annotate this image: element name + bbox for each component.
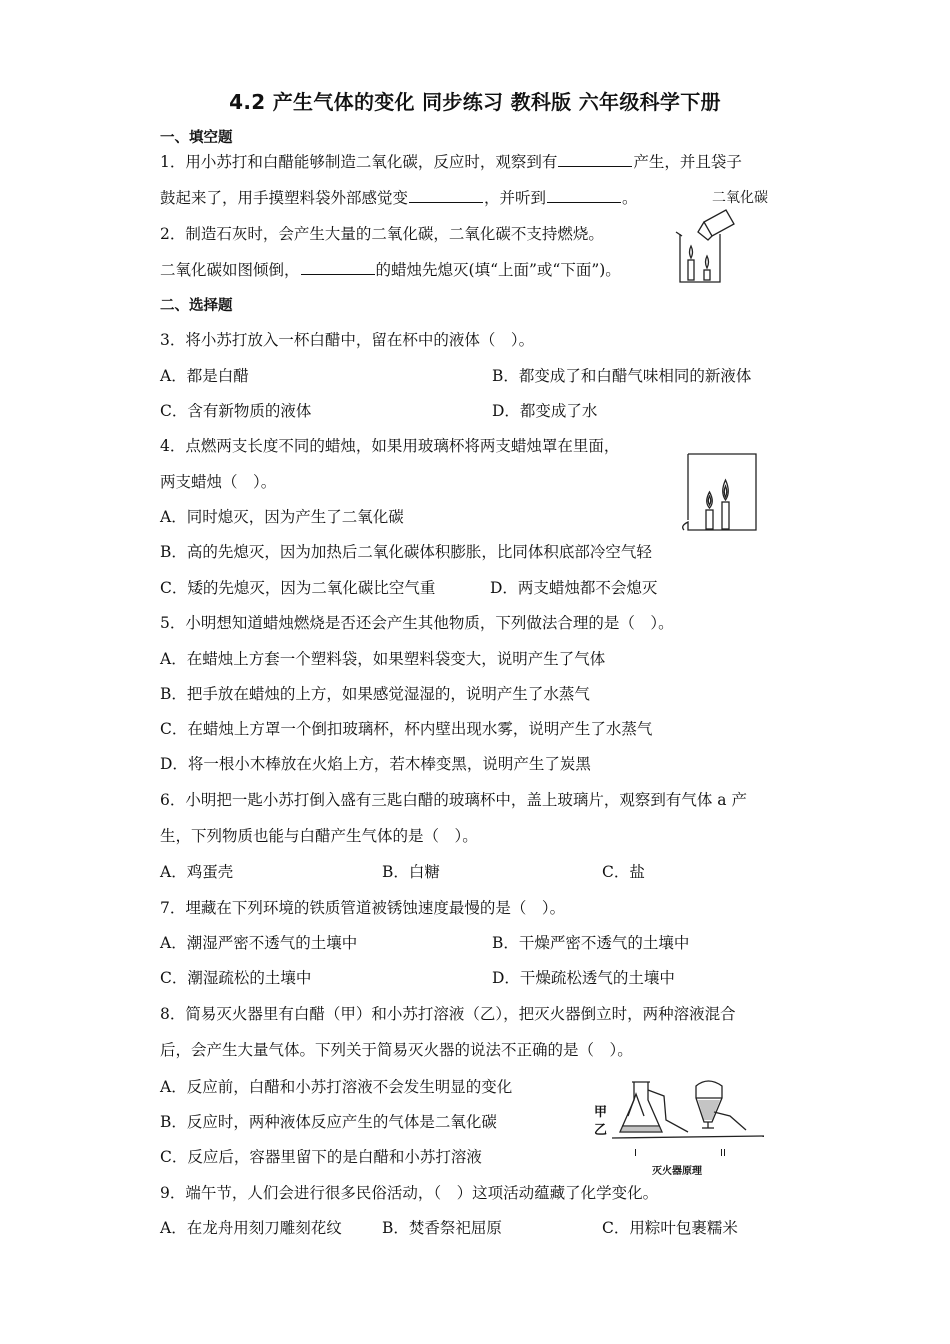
section-choice-heading: 二、选择题 (160, 298, 233, 314)
question-6-line-1: 6．小明把一匙小苏打倒入盛有三匙白醋的玻璃杯中，盖上玻璃片，观察到有气体 a 产 (160, 791, 747, 809)
q8-option-c[interactable]: C．反应后，容器里留下的是白醋和小苏打溶液 (160, 1148, 482, 1166)
q3-option-b[interactable]: B．都变成了和白醋气味相同的新液体 (492, 367, 752, 385)
q1-text-c: 鼓起来了，用手摸塑料袋外部感觉变 (160, 189, 409, 207)
fig-label-jia: 甲 (594, 1105, 608, 1120)
question-8-line-1: 8．简易灭火器里有白醋（甲）和小苏打溶液（乙），把灭火器倒立时，两种溶液混合 (160, 1005, 736, 1023)
q8-option-b[interactable]: B．反应时，两种液体反应产生的气体是二氧化碳 (160, 1113, 497, 1131)
q8-option-a[interactable]: A．反应前，白醋和小苏打溶液不会发生明显的变化 (160, 1078, 513, 1096)
q7-option-d[interactable]: D．干燥疏松透气的土壤中 (492, 969, 675, 987)
q7-option-b[interactable]: B．干燥严密不透气的土壤中 (492, 934, 690, 952)
question-8-line-2: 后，会产生大量气体。下列关于简易灭火器的说法不正确的是（ ）。 (160, 1041, 633, 1059)
question-1-line-1 (160, 152, 742, 172)
question-6-line-2: 生，下列物质也能与白醋产生气体的是（ ）。 (160, 827, 478, 845)
q4-option-a[interactable]: A．同时熄灭，因为产生了二氧化碳 (160, 508, 404, 526)
glass-over-candles-figure (676, 450, 766, 538)
question-9-stem: 9．端午节，人们会进行很多民俗活动，（ ）这项活动蕴藏了化学变化。 (160, 1184, 659, 1202)
question-3-stem: 3．将小苏打放入一杯白醋中，留在杯中的液体（ ）。 (160, 331, 535, 349)
q2-text-b: 的蜡烛先熄灭(填“上面”或“下面”)。 (375, 261, 621, 279)
q4-option-c[interactable]: C．矮的先熄灭，因为二氧化碳比空气重 (160, 579, 436, 597)
fig-caption: 灭火器原理 (652, 1166, 702, 1177)
q4-option-d[interactable]: D．两支蜡烛都不会熄灭 (490, 579, 658, 597)
q1-text-a: 1．用小苏打和白醋能够制造二氧化碳，反应时，观察到有 (160, 153, 558, 171)
q3-option-d[interactable]: D．都变成了水 (492, 402, 598, 420)
q1-blank-2[interactable] (409, 188, 483, 203)
fig-label-ii: II (720, 1148, 726, 1159)
co2-pouring-figure (668, 184, 780, 288)
q5-option-c[interactable]: C．在蜡烛上方罩一个倒扣玻璃杯，杯内壁出现水雾，说明产生了水蒸气 (160, 720, 653, 738)
q6-option-b[interactable]: B．白糖 (382, 863, 440, 881)
q7-option-a[interactable]: A．潮湿严密不透气的土壤中 (160, 934, 358, 952)
q5-option-a[interactable]: A．在蜡烛上方套一个塑料袋，如果塑料袋变大，说明产生了气体 (160, 650, 606, 668)
q2-blank[interactable] (301, 260, 375, 275)
q2-text-a: 二氧化碳如图倾倒， (160, 261, 300, 279)
q1-text-e: 。 (622, 189, 638, 207)
section-fill-heading: 一、填空题 (160, 130, 233, 146)
q9-option-b[interactable]: B．焚香祭祀屈原 (382, 1219, 502, 1237)
q1-blank-3[interactable] (547, 188, 621, 203)
q1-text-d: ，并听到 (484, 189, 547, 207)
q1-blank-1[interactable] (558, 152, 632, 167)
q1-text-b: 产生，并且袋子 (633, 153, 742, 171)
q4-option-b[interactable]: B．高的先熄灭，因为加热后二氧化碳体积膨胀，比同体积底部冷空气轻 (160, 543, 652, 561)
q5-option-b[interactable]: B．把手放在蜡烛的上方，如果感觉湿湿的，说明产生了水蒸气 (160, 685, 590, 703)
page-title: 4.2 产生气体的变化 同步练习 教科版 六年级科学下册 (229, 90, 721, 114)
fig-label-yi: 乙 (594, 1123, 608, 1138)
extinguisher-principle-figure (592, 1076, 778, 1180)
fig-label-i: I (634, 1148, 637, 1159)
q3-option-c[interactable]: C．含有新物质的液体 (160, 402, 312, 420)
q6-option-a[interactable]: A．鸡蛋壳 (160, 863, 234, 881)
q6-option-c[interactable]: C．盐 (602, 863, 645, 881)
q9-option-c[interactable]: C．用粽叶包裹糯米 (602, 1219, 738, 1237)
q5-option-d[interactable]: D．将一根小木棒放在火焰上方，若木棒变黑，说明产生了炭黑 (160, 755, 591, 773)
q7-option-c[interactable]: C．潮湿疏松的土壤中 (160, 969, 312, 987)
question-4-line-1: 4．点燃两支长度不同的蜡烛，如果用玻璃杯将两支蜡烛罩在里面， (160, 437, 620, 455)
co2-label: 二氧化碳 (712, 190, 768, 206)
question-1-line-2 (160, 188, 638, 208)
question-4-line-2: 两支蜡烛（ ）。 (160, 473, 277, 491)
q9-option-a[interactable]: A．在龙舟用刻刀雕刻花纹 (160, 1219, 342, 1237)
question-5-stem: 5．小明想知道蜡烛燃烧是否还会产生其他物质，下列做法合理的是（ ）。 (160, 614, 674, 632)
question-2-line-1: 2．制造石灰时，会产生大量的二氧化碳，二氧化碳不支持燃烧。 (160, 225, 604, 243)
question-7-stem: 7．埋藏在下列环境的铁质管道被锈蚀速度最慢的是（ ）。 (160, 899, 566, 917)
q3-option-a[interactable]: A．都是白醋 (160, 367, 249, 385)
question-2-line-2 (160, 260, 621, 280)
